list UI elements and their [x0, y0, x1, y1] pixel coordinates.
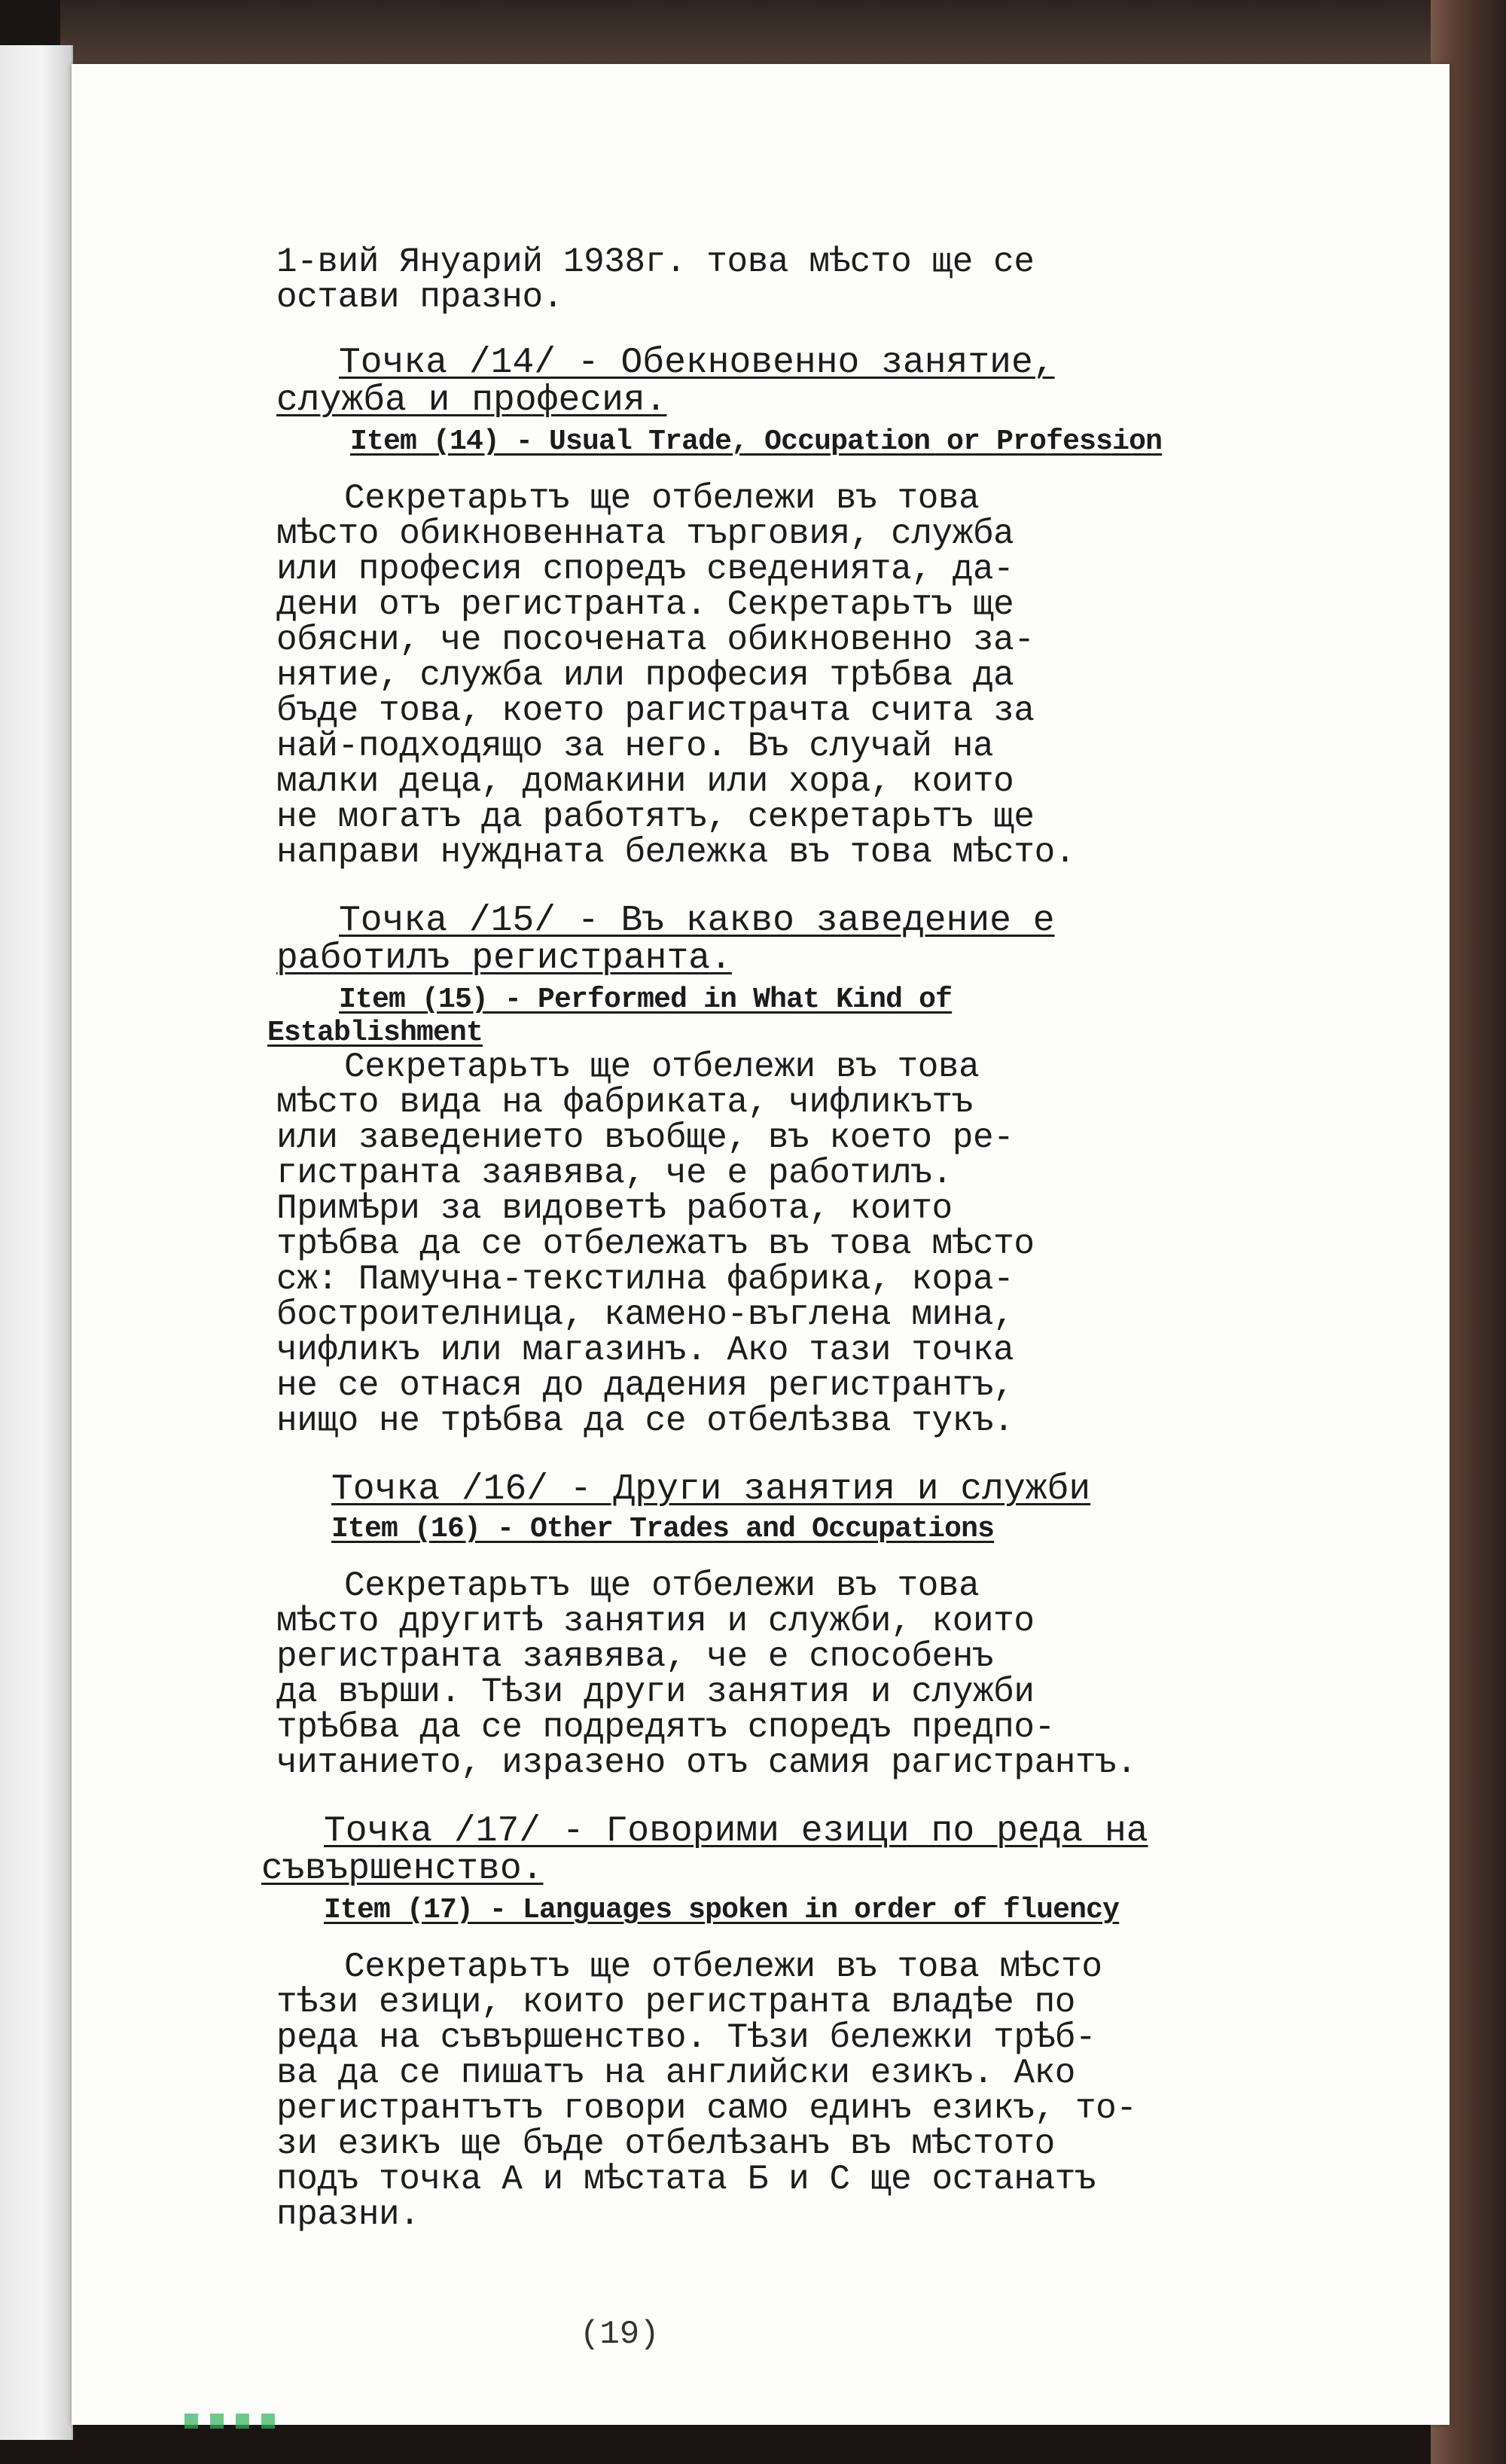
body-line: не могатъ да работятъ, секретарьтъ ще — [276, 797, 1035, 837]
body-line: гистранта заявява, че е работилъ. — [276, 1154, 953, 1193]
body-line: малки деца, домакини или хора, които — [276, 762, 1014, 801]
section-heading-bg: служба и професия. — [276, 380, 667, 421]
body-line: мѣсто вида на фабриката, чифликътъ — [276, 1083, 973, 1122]
body-line: мѣсто другитѣ занятия и служби, които — [276, 1602, 1035, 1641]
section-heading-bg: Точка /17/ - Говорими езици по реда на — [324, 1811, 1148, 1852]
section-heading-en: Item (16) - Other Trades and Occupations — [331, 1513, 995, 1545]
body-line: нятие, служба или професия трѣбва да — [276, 656, 1014, 695]
body-line: тѣзи езици, които регистранта владѣе по — [276, 1983, 1075, 2022]
body-line: Секретарьтъ ще отбележи въ това — [344, 479, 980, 518]
section-item-17 — [192, 1813, 1246, 2233]
body-line: Секретарьтъ ще отбележи въ това — [344, 1048, 980, 1087]
body-line: Секретарьтъ ще отбележи въ това — [344, 1566, 980, 1606]
page-number: (19) — [580, 2316, 660, 2353]
body-line: зи езикъ ще бъде отбелѣзанъ въ мѣстото — [276, 2124, 1055, 2164]
section-heading-en: Item (14) - Usual Trade, Occupation or Profession — [350, 425, 1163, 458]
body-line: трѣбва да се отбележатъ въ това мѣсто — [276, 1224, 1035, 1264]
body-line: подъ точка А и мѣстата Б и С ще останатъ — [276, 2160, 1096, 2199]
body-line: регистрантътъ говори само единъ езикъ, то- — [276, 2089, 1137, 2128]
section-heading-bg: Точка /15/ - Въ какво заведение е — [339, 901, 1055, 941]
section-heading-en: Establishment — [267, 1017, 483, 1049]
section-item-16 — [192, 1471, 1246, 1781]
section-item-14 — [192, 344, 1246, 871]
body-line: бостроителница, камено-въглена мина, — [276, 1295, 1014, 1334]
intro-line: остави празно. — [276, 278, 563, 317]
page-content — [192, 242, 1246, 2234]
body-line: мѣсто обикновенната търговия, служба — [276, 514, 1014, 553]
section-heading-en: Item (15) - Performed in What Kind of — [339, 983, 953, 1016]
body-line: трѣбва да се подредятъ споредъ предпо- — [276, 1708, 1055, 1747]
body-line: най-подходящо за него. Въ случай на — [276, 727, 994, 766]
body-line: дени отъ регистранта. Секретарьтъ ще — [276, 585, 1014, 624]
body-line: или заведението въобще, въ което ре- — [276, 1118, 1014, 1157]
body-line: или професия споредъ сведенията, да- — [276, 550, 1014, 589]
body-line: направи нуждната бележка въ това мѣсто. — [276, 833, 1075, 872]
section-heading-bg: съвършенство. — [261, 1849, 544, 1889]
intro-line: 1-вий Януарий 1938г. това мѣсто ще се — [276, 242, 1035, 282]
body-line: ва да се пишатъ на английски езикъ. Ако — [276, 2054, 1075, 2093]
body-line: бъде това, което рагистрачта счита за — [276, 691, 1035, 730]
body-line: чифликъ или магазинъ. Ако тази точка — [276, 1331, 1014, 1370]
body-line: да върши. Тѣзи други занятия и служби — [276, 1673, 1035, 1712]
section-heading-en: Item (17) - Languages spoken in order of fluency — [324, 1894, 1120, 1926]
body-line: реда на съвършенство. Тѣзи бележки трѣб- — [276, 2018, 1096, 2057]
section-heading-bg: Точка /14/ - Обекновенно занятие, — [339, 343, 1055, 383]
section-heading-bg: Точка /16/ - Други занятия и служби — [331, 1469, 1091, 1510]
body-line: регистранта заявява, че е способенъ — [276, 1637, 994, 1676]
body-line: читанието, изразено отъ самия рагистрантъ. — [276, 1743, 1137, 1782]
body-line: нищо не трѣбва да се отбелѣзва тукъ. — [276, 1401, 1014, 1441]
section-item-15 — [192, 902, 1246, 1439]
body-line: Секретарьтъ ще отбележи въ това мѣсто — [344, 1947, 1102, 1987]
body-line: Примѣри за видоветѣ работа, които — [276, 1189, 953, 1228]
body-line: празни. — [276, 2195, 420, 2234]
green-mark — [184, 2414, 275, 2429]
body-line: обясни, че посочената обикновенно за- — [276, 621, 1035, 660]
book-spine — [0, 45, 73, 2440]
body-line: сж: Памучна-текстилна фабрика, кора- — [276, 1260, 1014, 1299]
section-heading-bg: работилъ регистранта. — [276, 938, 732, 979]
body-line: не се отнася до дадения регистрантъ, — [276, 1366, 1014, 1405]
